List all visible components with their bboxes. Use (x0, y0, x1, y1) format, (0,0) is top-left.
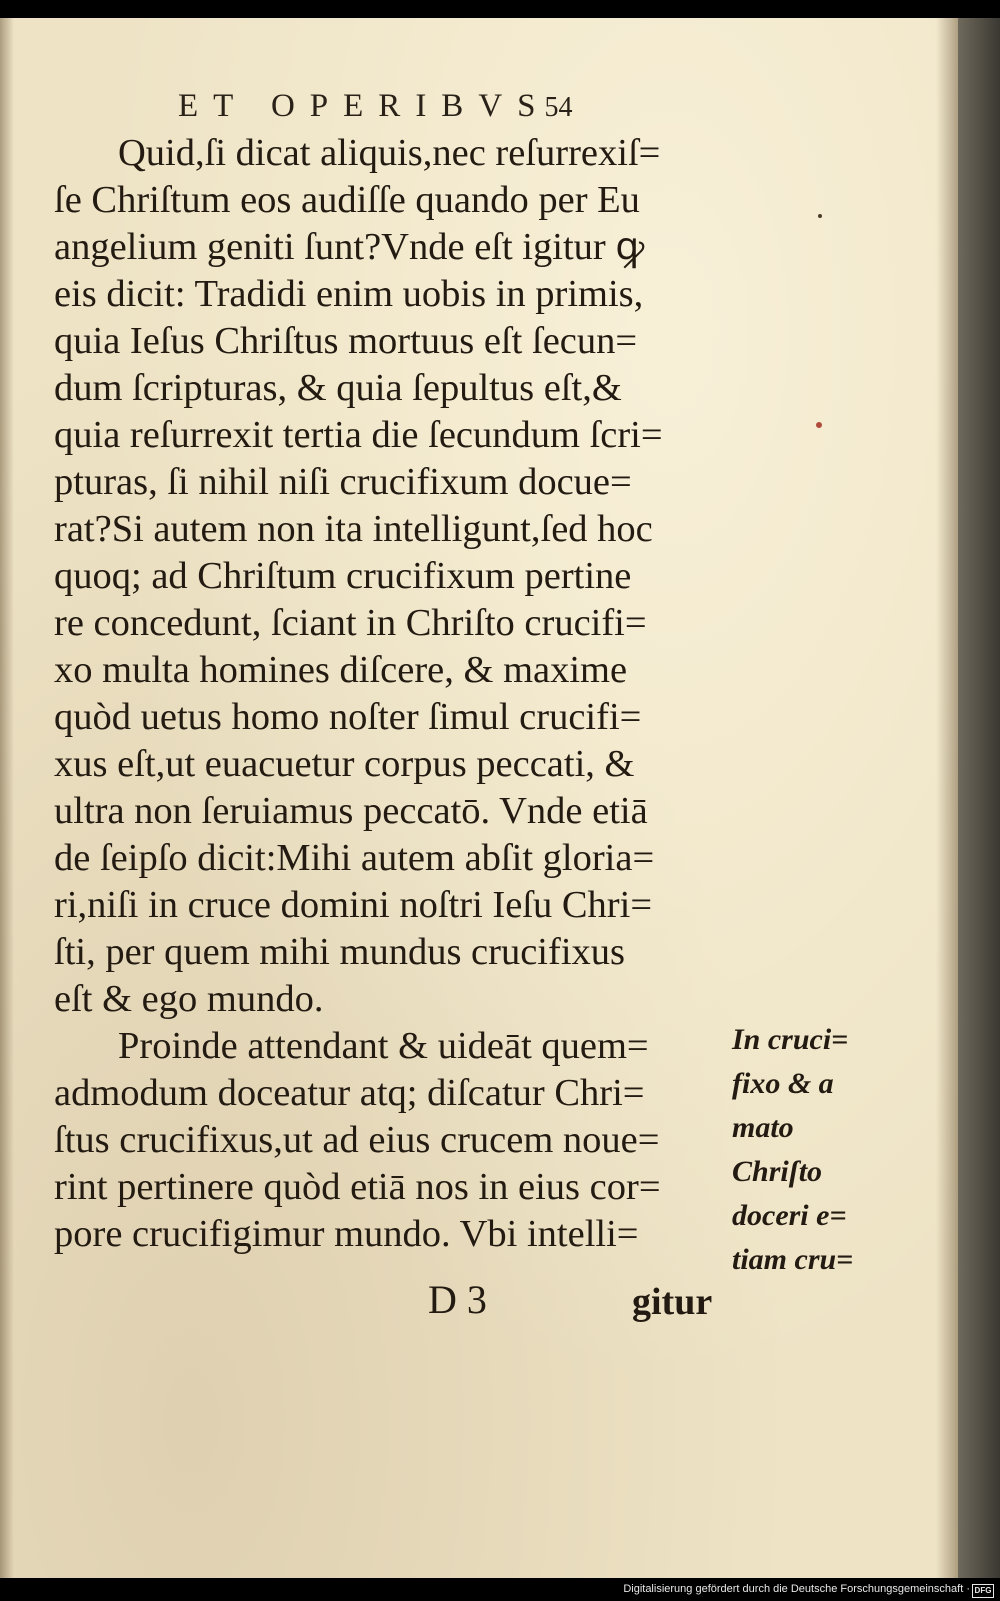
text-line: dum ſcripturas, & quia ſepultus eſt,& (54, 367, 622, 409)
text-line: quòd uetus homo noſter ſimul crucifi= (54, 696, 642, 738)
text-line: quia Ieſus Chriſtus mortuus eſt ſecun= (54, 320, 638, 362)
text-line: ultra non ſeruiamus peccatō. Vnde etiā (54, 790, 648, 832)
text-line: admodum doceatur atq; diſcatur Chri= (54, 1072, 645, 1114)
text-line: ri,niſi in cruce domini noſtri Ieſu Chri= (54, 884, 653, 926)
running-head-title: ET OPERIBVS (178, 88, 551, 124)
marginal-note-line: doceri e= (732, 1199, 847, 1232)
dfg-logo-icon: DFG (972, 1584, 994, 1598)
text-line: xus eſt,ut euacuetur corpus peccati, & (54, 743, 635, 785)
text-line: eſt & ego mundo. (54, 978, 324, 1020)
paper-speck (816, 422, 822, 428)
text-line: pore crucifigimur mundo. Vbi intelli= (54, 1213, 639, 1255)
text-line: Proinde attendant & uideāt quem= (118, 1025, 649, 1067)
page-edge-shadow (936, 18, 958, 1578)
text-line: xo multa homines diſcere, & maxime (54, 649, 628, 691)
text-line: angelium geniti ſunt?Vnde eſt igitur ꝙ (54, 226, 645, 268)
footer-credit: Digitalisierung gefördert durch die Deutsche Forschungsgemeinschaft · (623, 1583, 970, 1595)
marginal-note-line: mato (732, 1111, 794, 1144)
text-line: ſe Chriſtum eos audiſſe quando per Eu (54, 179, 640, 221)
text-line: quoq; ad Chriſtum crucifixum pertine (54, 555, 632, 597)
book-page (0, 18, 958, 1578)
marginal-note-line: tiam cru= (732, 1243, 854, 1276)
text-line: re concedunt, ſciant in Chriſto crucifi= (54, 602, 647, 644)
text-line: rat?Si autem non ita intelligunt,ſed hoc (54, 508, 653, 550)
text-line: eis dicit: Tradidi enim uobis in primis, (54, 273, 644, 315)
catchword: gitur (632, 1281, 713, 1323)
marginal-note-line: fixo & a (732, 1067, 834, 1100)
paper-speck (818, 214, 822, 218)
text-line: de ſeipſo dicit:Mihi autem abſit gloria= (54, 837, 655, 879)
next-page-edge (958, 18, 1000, 1578)
text-line: ſti, per quem mihi mundus crucifixus (54, 931, 625, 973)
text-line: Quid,ſi dicat aliquis,nec reſurrexiſ= (118, 132, 661, 174)
running-head (178, 88, 573, 125)
text-line: ſtus crucifixus,ut ad eius crucem noue= (54, 1119, 660, 1161)
gutter-shadow (0, 18, 14, 1578)
marginal-note-line: Chriſto (732, 1155, 823, 1188)
marginal-note (732, 1018, 872, 1282)
folio-number: 54 (544, 92, 573, 123)
marginal-note-line: In cruci= (732, 1023, 849, 1056)
text-line: pturas, ſi nihil niſi crucifixum docue= (54, 461, 632, 503)
signature-mark: D 3 (428, 1277, 487, 1322)
text-line: quia reſurrexit tertia die ſecundum ſcri= (54, 414, 663, 456)
text-line: rint pertinere quòd etiā nos in eius cor= (54, 1166, 661, 1208)
body-text (54, 130, 754, 1258)
